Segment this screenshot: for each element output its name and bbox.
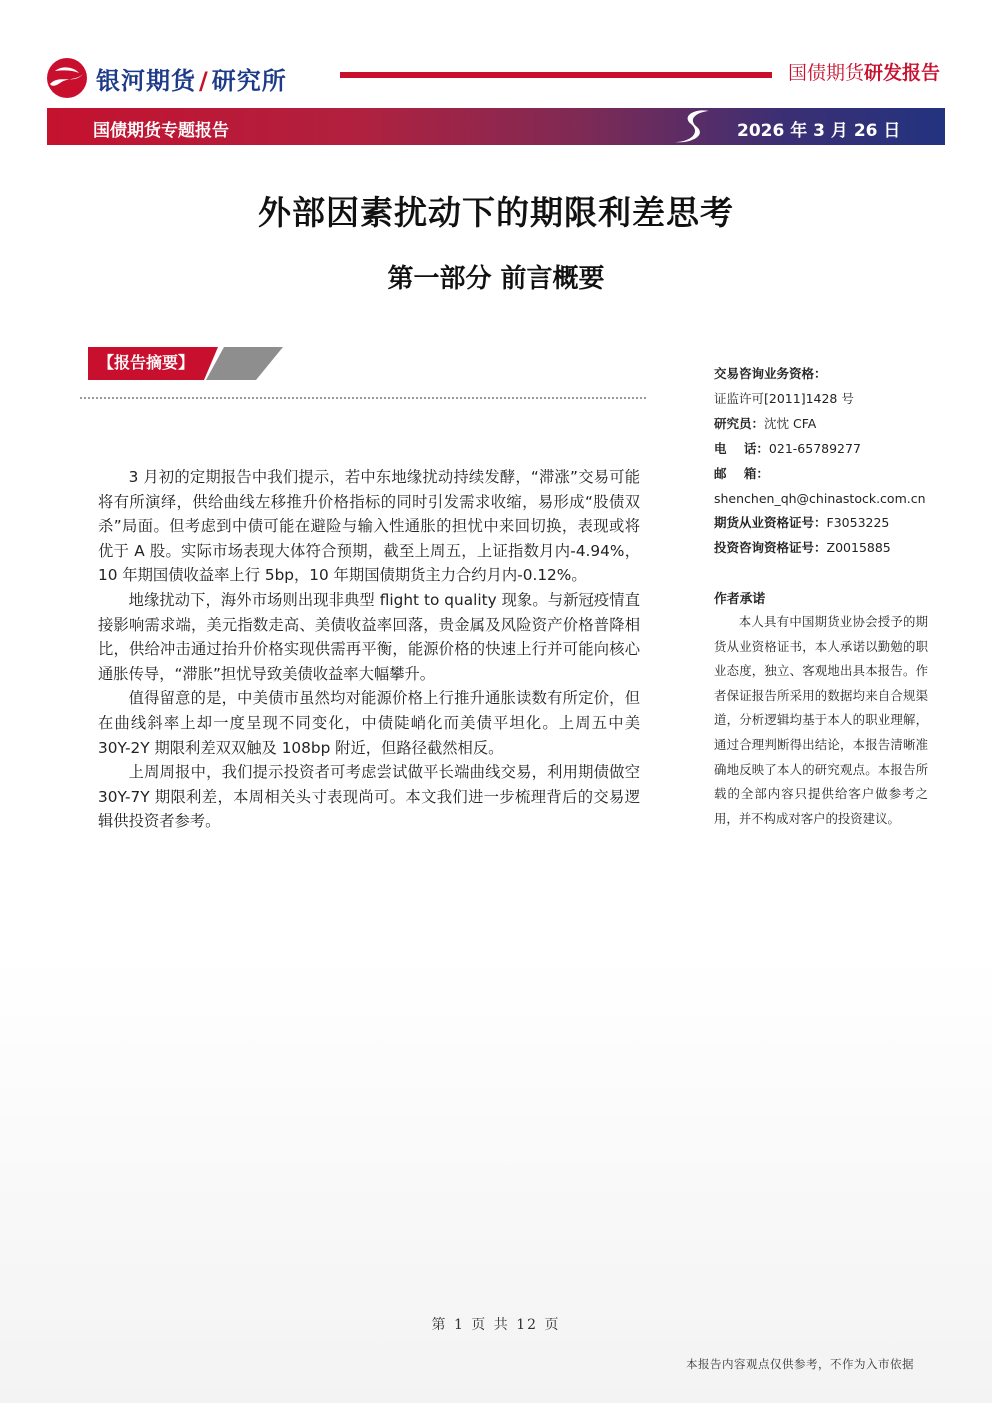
banner-swoosh-icon [665, 108, 725, 145]
report-type-suffix: 研发报告 [864, 62, 941, 84]
page-number: 第 1 页 共 12 页 [431, 1317, 561, 1333]
pledge-body [714, 610, 928, 831]
footer-disclaimer: 本报告内容观点仅供参考，不作为入市依据 [686, 1357, 914, 1371]
company-logo [46, 56, 336, 100]
logo-department: 研究所 [211, 66, 287, 95]
analyst-label: 研究员： [714, 415, 765, 431]
phone-row [714, 437, 936, 462]
section-title: 第一部分 前言概要 [387, 264, 605, 294]
report-date: 2026 年 3 月 26 日 [737, 121, 901, 141]
futures-cert-label: 期货从业资格证号： [714, 515, 827, 531]
abstract-body [98, 465, 640, 834]
qualification-label: 交易咨询业务资格： [714, 366, 827, 381]
invest-cert-row [714, 536, 936, 561]
invest-cert-number: Z0015885 [826, 540, 891, 556]
analyst-name: 沈忱 CFA [764, 415, 817, 431]
phone-label: 电 话： [714, 440, 769, 456]
logo-wordmark [96, 61, 287, 96]
email-address[interactable]: shenchen_qh@chinastock.com.cn [714, 490, 926, 506]
logo-separator: / [199, 66, 209, 95]
abstract-paragraph: 3 月初的定期报告中我们提示，若中东地缘扰动持续发酵，“滞涨”交易可能将有所演绎，供给曲线左移推升价格指标的同时引发需求收缩，易形成“股债双杀”局面。但考虑到中债可能在避险与输入性通胀的担忧中来回切换，表现或将优于 A 股。实际市场表现大体符合预期，截至上周五，上证指数月内-4.94%，10 年期国债收益率上行 5bp，10 年期国债期货主力合约月内-0.12%。 [98, 468, 640, 585]
pledge-text: 本人具有中国期货业协会授予的期货从业资格证书，本人承诺以勤勉的职业态度，独立、客观地出具本报告。作者保证报告所采用的数据均来自合规渠道，分析逻辑均基于本人的职业理解，通过合理判断得出结论，本报告清晰准确地反映了本人的研究观点。本报告所载的全部内容只提供给客户做参考之用，并不构成对客户的投资建议。 [714, 614, 928, 826]
pledge-title: 作者承诺 [714, 592, 766, 607]
galaxy-logo-icon [46, 57, 88, 99]
abstract-paragraph: 上周周报中，我们提示投资者可考虑尝试做平长端曲线交易，利用期债做空 30Y-7Y 期限利差，本周相关头寸表现尚可。本文我们进一步梳理背后的交易逻辑供投资者参考。 [98, 763, 640, 831]
abstract-paragraph: 值得留意的是，中美债市虽然均对能源价格上行推升通胀读数有所定价，但在曲线斜率上却一度呈现不同变化，中债陡峭化而美债平坦化。上周五中美 30Y-2Y 期限利差双双触及 108bp 附近，但路径截然相反。 [98, 689, 640, 757]
futures-cert-number: F3053225 [826, 515, 890, 531]
analyst-info [714, 362, 936, 561]
qualification-label-row [714, 362, 936, 387]
email-label: 邮 箱： [714, 465, 769, 481]
header-rule [340, 72, 772, 78]
dotted-divider [80, 397, 646, 399]
abstract-tag-label: 【报告摘要】 [97, 353, 194, 372]
phone-number: 021-65789277 [768, 440, 861, 456]
abstract-paragraph: 地缘扰动下，海外市场则出现非典型 flight to quality 现象。与新冠疫情直接影响需求端，美元指数走高、美债收益率回落，贵金属及风险资产价格普降相比，供给冲击通过抬升价格实现供需再平衡，能源价格的快速上行并可能向核心通胀传导，“滞胀”担忧导致美债收益率大幅攀升。 [98, 590, 640, 683]
report-title: 外部因素扰动下的期限利差思考 [258, 193, 734, 232]
email-label-row [714, 462, 936, 487]
license-number: 证监许可[2011]1428 号 [714, 390, 854, 406]
analyst-row [714, 412, 936, 437]
logo-company-name: 银河期货 [96, 66, 196, 95]
report-type [788, 58, 940, 85]
header-banner [47, 108, 945, 145]
futures-cert-row [714, 511, 936, 536]
invest-cert-label: 投资咨询资格证号： [714, 540, 827, 556]
banner-report-category: 国债期货专题报告 [93, 121, 229, 141]
report-type-prefix: 国债期货 [788, 62, 865, 84]
